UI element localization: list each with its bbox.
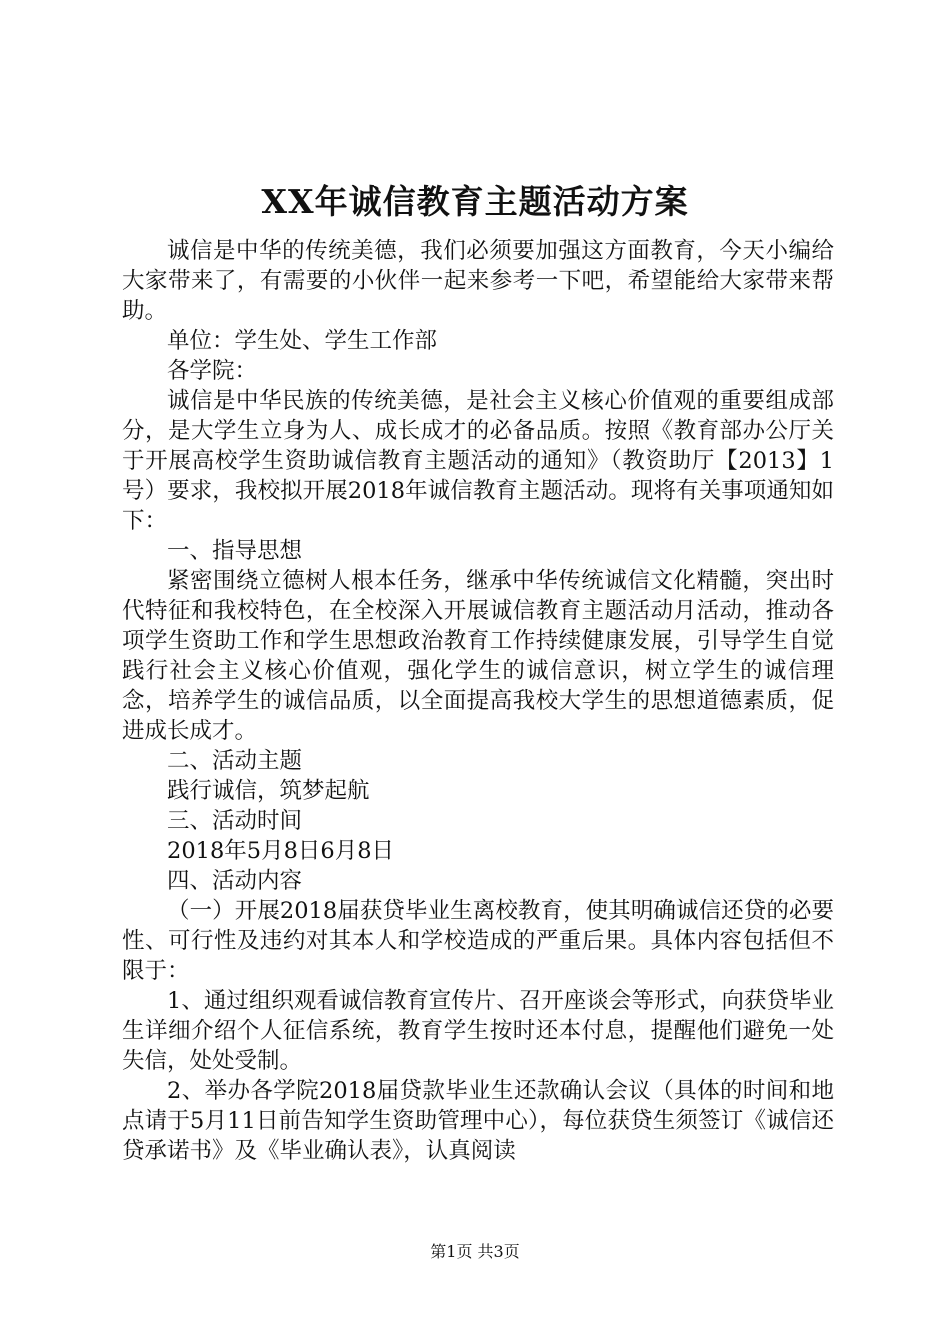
section-heading-content: 四、活动内容 (167, 868, 303, 894)
content-subitem-1: 1、通过组织观看诚信教育宣传片、召开座谈会等形式，向获贷毕业生详细介绍个人征信系统，教育学生按时还本付息，提醒他们避免一处失信，处处受制。 (122, 988, 834, 1074)
document-body (122, 236, 834, 1166)
theme-line: 践行诚信，筑梦起航 (167, 778, 370, 804)
section-heading-time: 三、活动时间 (167, 808, 303, 834)
guiding-thought-paragraph: 紧密围绕立德树人根本任务，继承中华传统诚信文化精髓，突出时代特征和我校特色，在全校深入开展诚信教育主题活动月活动，推动各项学生资助工作和学生思想政治教育工作持续健康发展，引导学生自觉践行社会主义核心价值观，强化学生的诚信意识，树立学生的诚信理念，培养学生的诚信品质，以全面提高我校大学生的思想道德素质，促进成长成才。 (122, 568, 834, 744)
page-footer: 第1页 共3页 (430, 1242, 520, 1261)
section-heading-guiding-thought: 一、指导思想 (167, 538, 303, 564)
notice-paragraph: 诚信是中华民族的传统美德，是社会主义核心价值观的重要组成部分，是大学生立身为人、成长成才的必备品质。按照《教育部办公厅关于开展高校学生资助诚信教育主题活动的通知》（教资助厅【2013】1号）要求，我校拟开展2018年诚信教育主题活动。现将有关事项通知如下： (122, 388, 834, 534)
intro-paragraph: 诚信是中华的传统美德，我们必须要加强这方面教育，今天小编给大家带来了，有需要的小伙伴一起来参考一下吧，希望能给大家带来帮助。 (122, 238, 834, 324)
section-heading-theme: 二、活动主题 (167, 748, 303, 774)
unit-line: 单位：学生处、学生工作部 (167, 328, 438, 354)
salutation-line: 各学院： (167, 358, 258, 384)
document-title: XX年诚信教育主题活动方案 (261, 182, 689, 221)
time-line: 2018年5月8日6月8日 (167, 838, 395, 864)
content-item-1: （一）开展2018届获贷毕业生离校教育，使其明确诚信还贷的必要性、可行性及违约对其本人和学校造成的严重后果。具体内容包括但不限于： (122, 898, 834, 984)
content-subitem-2: 2、举办各学院2018届贷款毕业生还款确认会议（具体的时间和地点请于5月11日前告知学生资助管理中心），每位获贷生须签订《诚信还贷承诺书》及《毕业确认表》，认真阅读 (122, 1078, 834, 1164)
